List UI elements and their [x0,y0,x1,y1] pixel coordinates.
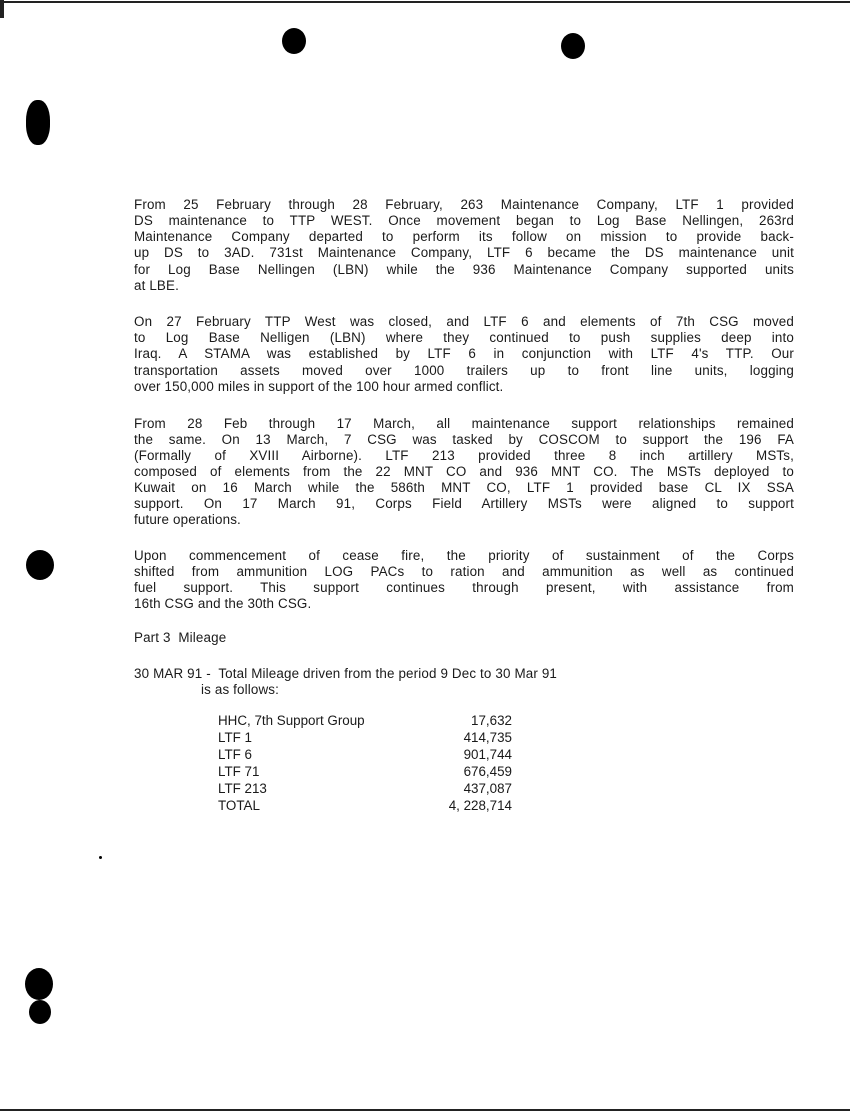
top-edge-line [0,1,850,3]
table-unit: LTF 71 [218,764,260,779]
table-unit: LTF 1 [218,730,252,745]
punch-hole [26,550,54,580]
punch-hole [26,100,50,145]
text-line: to Log Base Nelligen (LBN) where they continued to push supplies deep into [134,330,794,345]
left-edge-mark [0,0,4,18]
table-miles: 676,459 [463,764,512,779]
speck [99,856,102,859]
table-unit: LTF 213 [218,781,267,796]
text-line: Upon commencement of cease fire, the priority of sustainment of the Corps [134,548,794,563]
table-total-label: TOTAL [218,798,260,813]
text-line: DS maintenance to TTP WEST. Once movement began to Log Base Nellingen, 263rd [134,213,794,228]
text-line: 16th CSG and the 30th CSG. [134,596,312,611]
punch-hole [561,33,585,59]
text-line: over 150,000 miles in support of the 100 hour armed conflict. [134,379,504,394]
text-line: for Log Base Nellingen (LBN) while the 936 Maintenance Company supported units [134,262,794,277]
table-miles: 414,735 [463,730,512,745]
text-line: the same. On 13 March, 7 CSG was tasked by COSCOM to support the 196 FA [134,432,794,447]
mileage-intro: 30 MAR 91 - Total Mileage driven from the period 9 Dec to 30 Mar 91 [134,666,558,681]
text-line: up DS to 3AD. 731st Maintenance Company, LTF 6 became the DS maintenance unit [134,245,794,260]
text-line: at LBE. [134,278,179,293]
text-line: From 28 Feb through 17 March, all maintenance support relationships remained [134,416,794,431]
punch-hole [29,1000,51,1024]
table-miles: 17,632 [471,713,512,728]
text-line: Kuwait on 16 March while the 586th MNT CO, LTF 1 provided base CL IX SSA [134,480,794,495]
punch-hole [25,968,53,1000]
table-unit: LTF 6 [218,747,252,762]
punch-hole [282,28,306,54]
text-line: Maintenance Company departed to perform its follow on mission to provide back- [134,229,794,244]
text-line: support. On 17 March 91, Corps Field Artillery MSTs were aligned to support [134,496,794,511]
text-line: shifted from ammunition LOG PACs to ration and ammunition as well as continued [134,564,794,579]
table-unit: HHC, 7th Support Group [218,713,365,728]
text-line: fuel support. This support continues through present, with assistance from [134,580,794,595]
text-line: future operations. [134,512,241,527]
text-line: (Formally of XVIII Airborne). LTF 213 provided three 8 inch artillery MSTs, [134,448,794,463]
text-line: transportation assets moved over 1000 trailers up to front line units, logging [134,363,794,378]
text-line: composed of elements from the 22 MNT CO and 936 MNT CO. The MSTs deployed to [134,464,794,479]
bottom-edge-line [0,1109,850,1111]
table-miles: 437,087 [463,781,512,796]
table-miles: 901,744 [463,747,512,762]
section-heading: Part 3 Mileage [134,630,227,645]
text-line: Iraq. A STAMA was established by LTF 6 in conjunction with LTF 4's TTP. Our [134,346,794,361]
text-line: On 27 February TTP West was closed, and LTF 6 and elements of 7th CSG moved [134,314,794,329]
table-total-miles: 4, 228,714 [448,798,512,813]
text-line: From 25 February through 28 February, 263 Maintenance Company, LTF 1 provided [134,197,794,212]
mileage-intro-cont: is as follows: [201,682,280,697]
